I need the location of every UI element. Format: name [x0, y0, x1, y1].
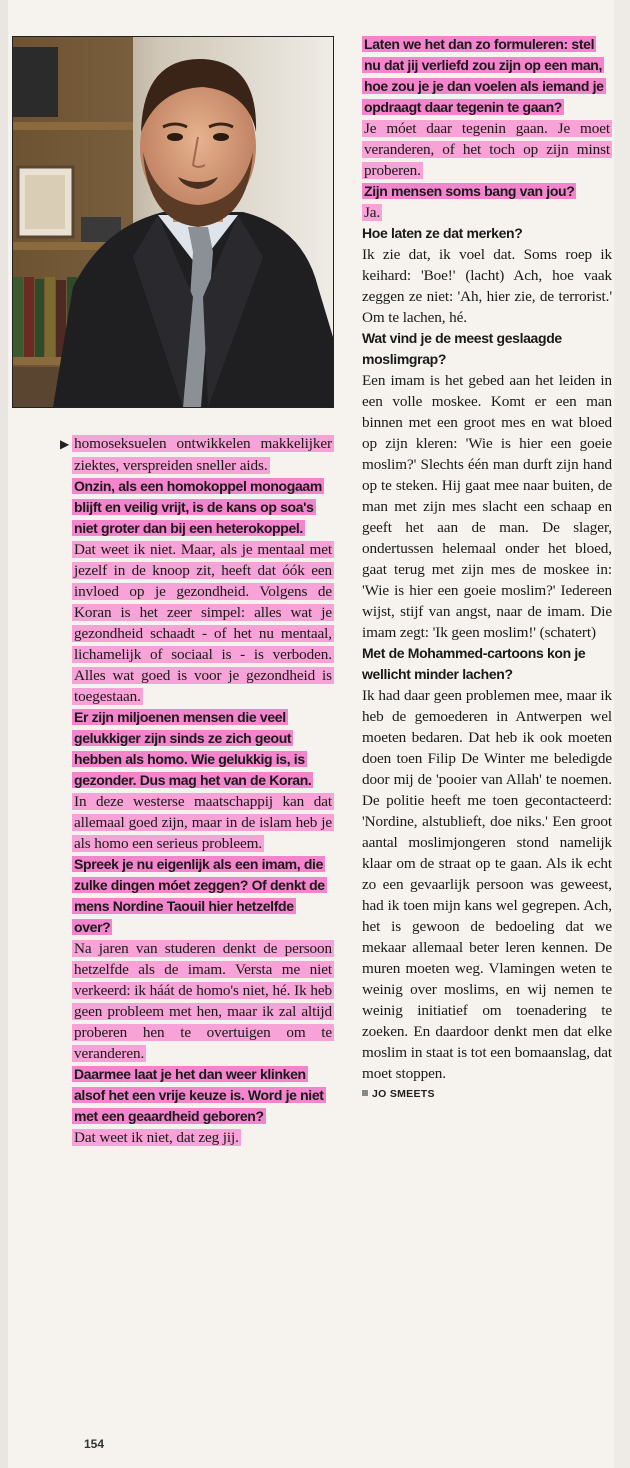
right-column — [362, 34, 612, 1100]
right-question-4: Wat vind je de meest geslaagde moslimgrap? — [362, 330, 562, 367]
right-answer-5: Ik had daar geen problemen mee, maar ik heb de gemoederen in Antwerpen wel moeten bedaren. Dat heb ik ook moeten doen toen Filip De Winter me beledigde door mij de 'pooier van Allah' te noemen. De politie heeft me toen gecontacteerd: 'Nordine, alstublieft, doe niks.' Een groot aantal moslimjongeren stond namelijk klaar om de straat op te gaan. Als ik echt zo een gevaarlijk persoon was geweest, had ik toen mijn kans wel gegrepen. Ach, het is gewoon de bedoeling dat we mekaar allemaal beter leren kennen. De muren moeten weg. Vlamingen weten te weinig over moslims, en wij nemen te weinig initiatief om toenadering te zoeken. En daardoor denkt men dat elke moslim in staat is tot een bomaanslag, dat moet stoppen. — [362, 687, 612, 1082]
right-question-2: Zijn mensen soms bang van jou? — [364, 183, 575, 199]
left-answer-5: Dat weet ik niet, dat zeg jij. — [74, 1129, 239, 1146]
page-number: 154 — [84, 1437, 105, 1451]
right-question-3: Hoe laten ze dat merken? — [362, 225, 523, 241]
right-answer-1: Je móet daar tegenin gaan. Je moet veranderen, of het toch op zijn minst proberen. — [364, 120, 610, 179]
continue-arrow-icon: ▶ — [60, 437, 70, 451]
left-column — [60, 433, 334, 1148]
right-answer-4: Een imam is het gebed aan het leiden in een volle moskee. Komt er een man binnen met een groot mes en wat bloed op zijn kleren: 'Wie is hier een goeie moslim?' Slechts één man durft zijn hand op te steken. Hij gaat mee naar buiten, de man met zijn mes slacht een schaap en geeft het aan de man. De slager, ondertussen helemaal onder het bloed, gaat terug met zijn mes de moskee in: 'Wie is hier een goeie moslim?' Iedereen wijst, stijf van angst, naar de imam. Die imam zegt: 'Ik geen moslim!' (schatert) — [362, 372, 612, 641]
page-left-edge — [0, 0, 8, 1468]
left-question-1: Onzin, als een homokoppel monogaam blijft en veilig vrijt, is de kans op soa's niet groter dan bij een heterokoppel. — [74, 478, 322, 536]
right-answer-3: Ik zie dat, ik voel dat. Soms roep ik keihard: 'Boe!' (lacht) Ach, hoe vaak zeggen ze niet: 'Ah, hier zie, de terrorist.' Om te lachen, hé. — [362, 246, 612, 326]
left-answer-3: In deze westerse maatschappij kan dat allemaal goed zijn, maar in de islam heb je als homo een serieus probleem. — [74, 793, 332, 852]
left-answer-1: ▶ homoseksuelen ontwikkelen makkelijker ziektes, verspreiden sneller aids. — [60, 435, 332, 474]
left-question-3: Spreek je nu eigenlijk als een imam, die zulke dingen móet zeggen? Of denkt de mens Nordine Taouil hier hetzelfde over? — [74, 856, 325, 935]
byline-square-icon — [362, 1090, 368, 1096]
portrait-photo — [12, 36, 334, 408]
left-answer-2: Dat weet ik niet. Maar, als je mentaal met jezelf in de knoop zit, heeft dat óók een invloed op je gezondheid. Volgens de Koran is het zeer simpel: alles wat je gezondheid schaadt - of het nu mentaal, lichamelijk of sociaal is - is verboden. Alles wat goed is voor je gezondheid is toegestaan. — [74, 541, 332, 705]
left-question-4: Daarmee laat je het dan weer klinken alsof het een vrije keuze is. Word je niet met een geaardheid geboren? — [74, 1066, 324, 1124]
left-question-2: Er zijn miljoenen mensen die veel gelukkiger zijn sinds ze zich geout hebben als homo. Wie gelukkig is, is gezonder. Dus mag het van de Koran. — [74, 709, 312, 788]
left-answer-4: Na jaren van studeren denkt de persoon hetzelfde als de imam. Versta me niet verkeerd: ik háát de homo's niet, hé. Ik heb geen probleem met hen, maar ik zal altijd proberen hen te overtuigen om te veranderen. — [74, 940, 332, 1062]
right-answer-2: Ja. — [364, 204, 381, 221]
right-question-5: Met de Mohammed-cartoons kon je wellicht minder lachen? — [362, 645, 586, 682]
page-right-edge — [614, 0, 630, 1468]
right-question-1: Laten we het dan zo formuleren: stel nu dat jij verliefd zou zijn op een man, hoe zou je je dan voelen als iemand je opdraagt daar tegenin te gaan? — [364, 36, 604, 115]
author-byline: JO SMEETS — [362, 1088, 612, 1100]
